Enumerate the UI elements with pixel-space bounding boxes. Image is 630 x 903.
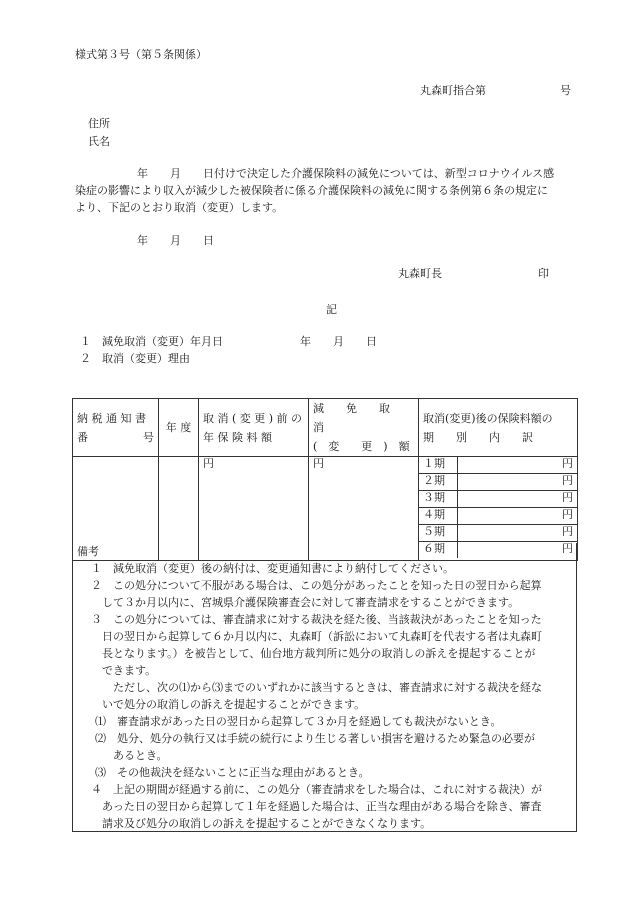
remarks-line: １ 減免取消（変更）後の納付は、変更通知書により納付してください。 <box>91 562 454 575</box>
premium-table <box>72 398 578 561</box>
remarks-line: 請求及び処分の取消しの訴えを提起することができなくなります。 <box>102 817 432 830</box>
mayor-title: 丸森町長 <box>398 267 442 280</box>
ki-heading: 記 <box>326 303 337 316</box>
name-label: 氏名 <box>88 135 110 148</box>
form-number: 様式第３号（第５条関係） <box>75 48 207 61</box>
header-reduction-amount: 減 免 取 消 ( 変 更 ) 額 <box>309 399 419 457</box>
header-notice-number: 納 税 通 知 書 番 号 <box>73 399 159 457</box>
item-1-value: 年 月 日 <box>300 335 377 348</box>
remarks-line: ３ この処分については、審査請求に対する裁決を経た後、当該裁決があったことを知った <box>91 613 542 626</box>
period-row: １期 円 <box>419 457 577 474</box>
remarks-line: して３か月以内に、宮城県介護保険審査会に対して審査請求をすることができます。 <box>102 596 520 609</box>
remarks-line: 長となります。）を被告として、仙台地方裁判所に処分の取消しの訴えを提起することが <box>102 647 536 660</box>
body-text <box>75 165 580 216</box>
header-premium-after: 取消(変更)後の保険料額の 期 別 内 訳 <box>419 399 578 457</box>
item-1-number: １ <box>80 335 91 348</box>
remarks-line: ４ 上記の期間が経過する前に、この処分（審査請求をした場合は、これに対する裁決）が <box>91 783 542 796</box>
remarks-line: あった日の翌日から起算して１年を経過した場合は、正当な理由がある場合を除き、審査 <box>102 800 542 813</box>
remarks-title: 備考 <box>77 545 99 558</box>
issue-date: 年 月 日 <box>137 234 214 247</box>
item-2-number: ２ <box>80 352 91 365</box>
period-row: ５期 円 <box>419 525 577 542</box>
body-line: 染症の影響により収入が減少した被保険者に係る介護保険料の減免に関する条例第６条の規定に <box>75 184 548 197</box>
remarks-line: できます。 <box>102 664 157 677</box>
remarks-line: 日の翌日から起算して６か月以内に、丸森町（訴訟において丸森町を代表する者は丸森町 <box>102 630 542 643</box>
item-2-label: 取消（変更）理由 <box>102 352 190 365</box>
header-fiscal-year: 年 度 <box>159 399 199 457</box>
address-label: 住所 <box>88 117 110 130</box>
period-row: ６期 円 <box>419 542 577 559</box>
remarks-line: ２ この処分について不服がある場合は、この処分があったことを知った日の翌日から起算 <box>91 579 542 592</box>
period-row: ３期 円 <box>419 491 577 508</box>
remarks-line: ⑵ 処分、処分の執行又は手続の続行により生じる著しい損害を避けるため緊急の必要が <box>95 732 535 745</box>
body-line: より、下記のとおり取消（変更）します。 <box>75 201 284 214</box>
header-premium-before: 取 消 ( 変 更 ) 前 の 年 保 険 料 額 <box>199 399 309 457</box>
remarks-line: いで処分の取消しの訴えを提起することができます。 <box>102 698 366 711</box>
remarks-line: あるとき。 <box>113 749 168 762</box>
reference-number-suffix: 号 <box>560 84 571 97</box>
cell-reduction-amount[interactable]: 円 <box>309 457 419 561</box>
body-line: 年 月 日付けで決定した介護保険料の減免については、新型コロナウイルス感 <box>137 167 555 180</box>
item-1-label: 減免取消（変更）年月日 <box>102 335 223 348</box>
remarks-line: ⑴ 審査請求があった日の翌日から起算して３か月を経過しても裁決がないとき。 <box>95 715 502 728</box>
seal-mark: 印 <box>538 267 549 280</box>
period-row: ２期 円 <box>419 474 577 491</box>
period-row: ４期 円 <box>419 508 577 525</box>
reference-number-label: 丸森町指合第 <box>420 84 486 97</box>
remarks-line: ⑶ その他裁決を経ないことに正当な理由があるとき。 <box>95 766 370 779</box>
remarks-line: ただし、次の⑴から⑶までのいずれかに該当するときは、審査請求に対する裁決を経な <box>113 681 542 694</box>
cell-premium-before[interactable]: 円 <box>199 457 309 561</box>
remarks-box <box>72 543 577 832</box>
